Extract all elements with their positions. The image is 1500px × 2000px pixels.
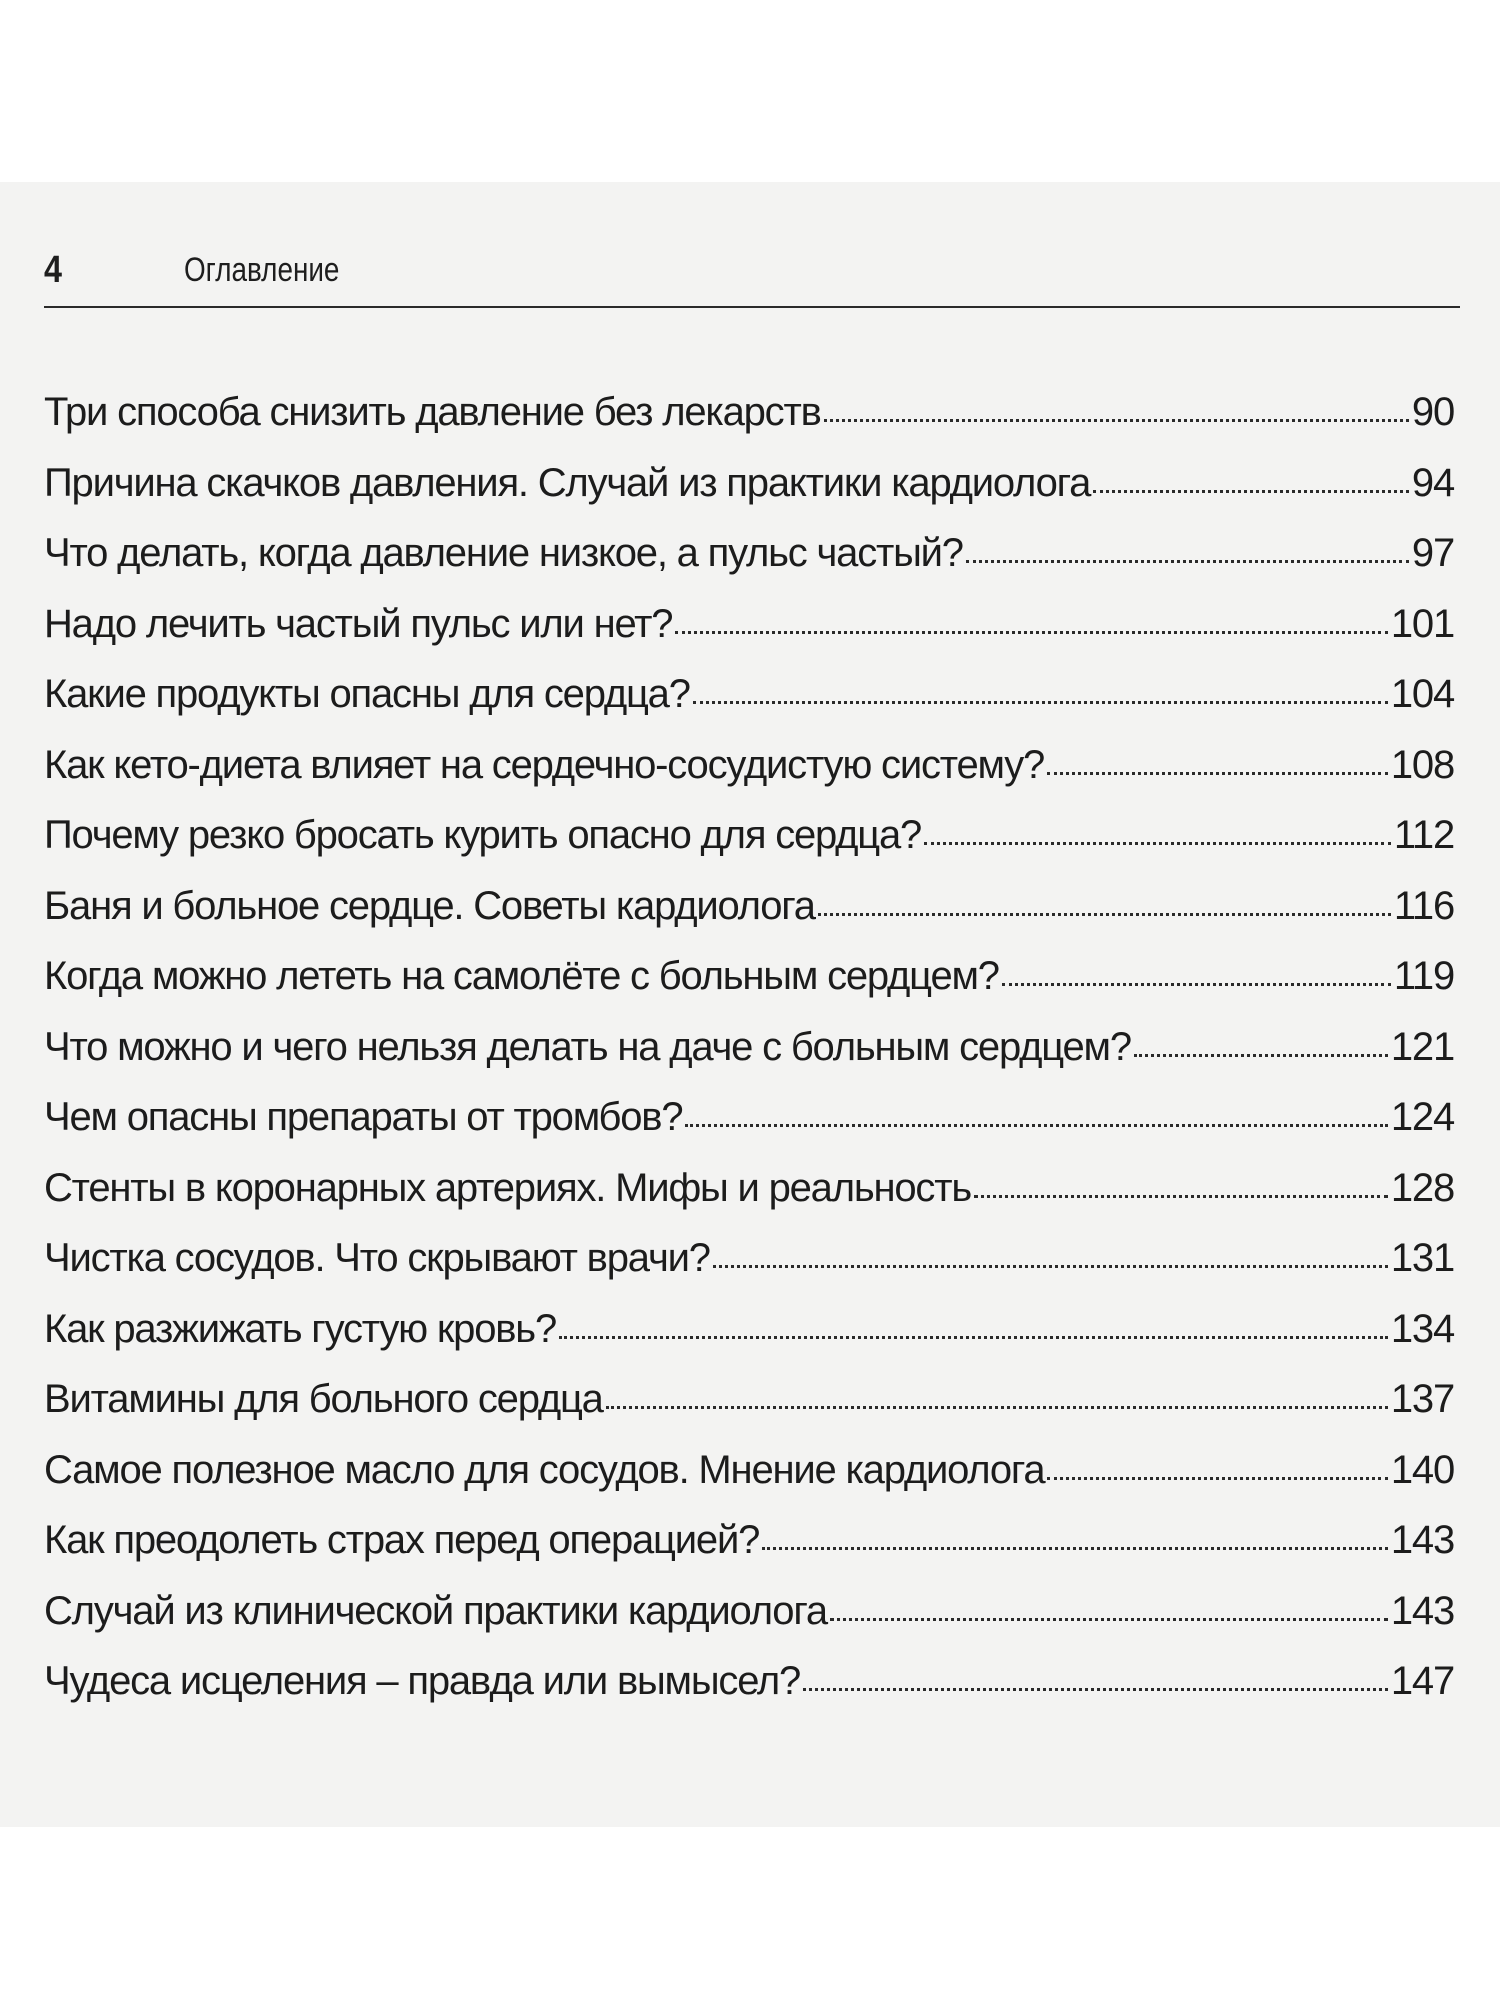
- toc-entry[interactable]: [44, 1589, 1454, 1660]
- toc-entry-title: Когда можно лететь на самолёте с больным сердцем?: [44, 954, 999, 998]
- toc-entry-page-number: 134: [1390, 1306, 1454, 1351]
- toc-entry[interactable]: [44, 1166, 1454, 1237]
- toc-entry[interactable]: [44, 531, 1454, 602]
- toc-entry-page-number: 112: [1393, 813, 1454, 857]
- toc-entry[interactable]: [44, 1095, 1454, 1166]
- dot-leader: [685, 1124, 1387, 1127]
- toc-entry-page-number: 137: [1390, 1377, 1454, 1421]
- toc-entry-title: Три способа снизить давление без лекарств: [44, 390, 821, 434]
- running-title: Оглавление: [184, 251, 340, 289]
- toc-entry[interactable]: [44, 1025, 1454, 1096]
- toc-entry-title: Баня и больное сердце. Советы кардиолога: [44, 883, 815, 928]
- dot-leader: [606, 1406, 1388, 1409]
- toc-entry-page-number: 101: [1390, 601, 1454, 646]
- dot-leader: [713, 1265, 1388, 1268]
- dot-leader: [675, 631, 1388, 634]
- toc-entry-page-number: 116: [1393, 883, 1454, 928]
- toc-entry[interactable]: [44, 1377, 1454, 1448]
- toc-entry[interactable]: [44, 813, 1454, 884]
- toc-entry-page-number: 131: [1390, 1236, 1454, 1280]
- dot-leader: [1047, 1477, 1387, 1480]
- toc-entry-page-number: 128: [1390, 1165, 1454, 1210]
- toc-entry-title: Чем опасны препараты от тромбов?: [44, 1095, 683, 1139]
- toc-entry-page-number: 94: [1411, 460, 1454, 505]
- toc-entry-page-number: 119: [1393, 954, 1454, 998]
- toc-entry-title: Как преодолеть страх перед операцией?: [44, 1518, 760, 1562]
- dot-leader: [1134, 1054, 1388, 1057]
- book-page: [0, 182, 1500, 1827]
- toc-entry[interactable]: [44, 954, 1454, 1025]
- toc-entry-page-number: 124: [1390, 1095, 1454, 1139]
- table-of-contents: [44, 390, 1454, 1730]
- dot-leader: [966, 560, 1409, 563]
- toc-entry-title: Причина скачков давления. Случай из практики кардиолога: [44, 460, 1091, 505]
- toc-entry-title: Как кето-диета влияет на сердечно-сосудистую систему?: [44, 742, 1045, 787]
- toc-entry[interactable]: [44, 672, 1454, 743]
- dot-leader: [830, 1618, 1388, 1621]
- toc-entry-title: Витамины для больного сердца: [44, 1377, 603, 1421]
- toc-entry[interactable]: [44, 1236, 1454, 1307]
- dot-leader: [803, 1688, 1388, 1691]
- toc-entry-page-number: 140: [1390, 1447, 1454, 1492]
- toc-entry[interactable]: [44, 884, 1454, 955]
- toc-entry[interactable]: [44, 1448, 1454, 1519]
- toc-entry-page-number: 147: [1390, 1659, 1454, 1703]
- toc-entry-title: Почему резко бросать курить опасно для сердца?: [44, 813, 922, 857]
- dot-leader: [762, 1547, 1388, 1550]
- toc-entry-title: Чистка сосудов. Что скрывают врачи?: [44, 1236, 710, 1280]
- toc-entry-title: Какие продукты опасны для сердца?: [44, 672, 690, 716]
- dot-leader: [818, 913, 1391, 916]
- toc-entry-page-number: 90: [1411, 390, 1454, 434]
- toc-entry-title: Как разжижать густую кровь?: [44, 1306, 556, 1351]
- toc-entry[interactable]: [44, 1518, 1454, 1589]
- toc-entry-title: Что можно и чего нельзя делать на даче с больным сердцем?: [44, 1024, 1131, 1069]
- toc-entry-title: Случай из клинической практики кардиолога: [44, 1588, 827, 1633]
- header-rule: [44, 306, 1460, 308]
- page-number: 4: [44, 249, 62, 291]
- dot-leader: [1002, 983, 1391, 986]
- dot-leader: [824, 419, 1409, 422]
- dot-leader: [693, 701, 1388, 704]
- toc-entry[interactable]: [44, 602, 1454, 673]
- toc-entry-title: Стенты в коронарных артериях. Мифы и реальность: [44, 1165, 971, 1210]
- toc-entry[interactable]: [44, 1659, 1454, 1730]
- dot-leader: [1093, 490, 1409, 493]
- toc-entry-page-number: 121: [1390, 1024, 1454, 1069]
- toc-entry-page-number: 143: [1390, 1518, 1454, 1562]
- toc-entry-title: Надо лечить частый пульс или нет?: [44, 601, 673, 646]
- toc-entry-page-number: 97: [1411, 531, 1454, 575]
- toc-entry-page-number: 104: [1390, 672, 1454, 716]
- toc-entry[interactable]: [44, 743, 1454, 814]
- toc-entry-title: Чудеса исцеления – правда или вымысел?: [44, 1659, 801, 1703]
- toc-entry-page-number: 108: [1390, 742, 1454, 787]
- toc-entry-title: Самое полезное масло для сосудов. Мнение кардиолога: [44, 1447, 1045, 1492]
- toc-entry-title: Что делать, когда давление низкое, а пульс частый?: [44, 531, 963, 575]
- toc-entry[interactable]: [44, 461, 1454, 532]
- dot-leader: [924, 842, 1391, 845]
- dot-leader: [974, 1195, 1388, 1198]
- page-header: [44, 248, 1460, 292]
- toc-entry[interactable]: [44, 390, 1454, 461]
- toc-entry[interactable]: [44, 1307, 1454, 1378]
- dot-leader: [559, 1336, 1388, 1339]
- dot-leader: [1047, 772, 1388, 775]
- toc-entry-page-number: 143: [1390, 1588, 1454, 1633]
